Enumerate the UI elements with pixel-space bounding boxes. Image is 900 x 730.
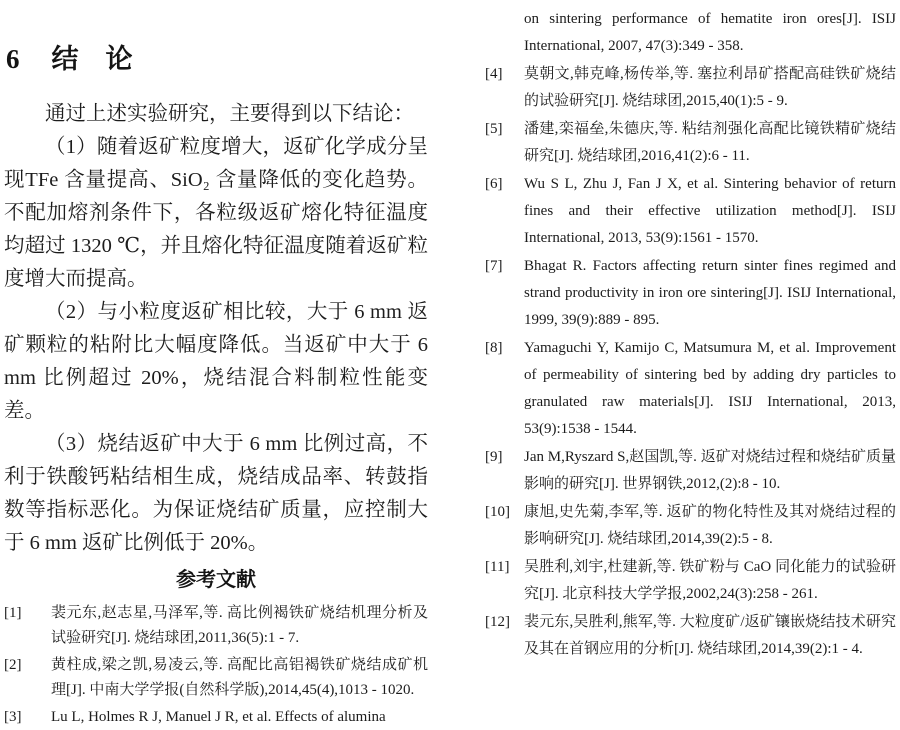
reference-number: [1] — [4, 605, 22, 621]
reference-item — [485, 609, 896, 663]
reference-number: [2] — [4, 657, 22, 673]
reference-item — [485, 499, 896, 553]
reference-continuation-indent — [485, 6, 524, 60]
reference-item — [485, 61, 896, 115]
section-number: 6 — [6, 44, 20, 74]
reference-item — [4, 601, 428, 651]
reference-text: Jan M,Ryszard S,赵国凯,等. 返矿对烧结过程和烧结矿质量影响的研究[J]. 世界钢铁,2012,(2):8 - 10. — [524, 449, 896, 492]
reference-text: on sintering performance of hematite iron ores[J]. ISIJ International, 2007, 47(3):349 - 358. — [524, 11, 896, 54]
left-column — [0, 0, 452, 725]
reference-text: Bhagat R. Factors affecting return sinter fines regimed and strand productivity in iron ore sintering[J]. ISIJ International, 1999, 39(9):889 - 895. — [524, 258, 896, 328]
conclusion-point-3-paragraph: （3）烧结返矿中大于 6 mm 比例过高，不利于铁酸钙粘结相生成，烧结成品率、转鼓指数等指标恶化。为保证烧结矿质量，应控制大于 6 mm 返矿比例低于 20%。 — [4, 433, 428, 554]
section-heading — [6, 42, 428, 76]
section-title: 结 论 — [51, 44, 133, 74]
reference-number: [12] — [485, 614, 510, 630]
reference-text: 潘建,栾福垒,朱德庆,等. 粘结剂强化高配比镜铁精矿烧结研究[J]. 烧结球团,2016,41(2):6 - 11. — [524, 121, 896, 164]
reference-item — [485, 444, 896, 498]
reference-number: [6] — [485, 176, 503, 192]
reference-text: 黄柱成,梁之凯,易凌云,等. 高配比高铝褐铁矿烧结成矿机理[J]. 中南大学学报(自然科学版),2014,45(4),1013 - 1020. — [51, 657, 428, 698]
reference-number: [11] — [485, 559, 510, 575]
conclusion-point-2-paragraph: （2）与小粒度返矿相比较，大于 6 mm 返矿颗粒的粘附比大幅度降低。当返矿中大于 6 mm 比例超过 20%，烧结混合料制粒性能变差。 — [4, 301, 428, 422]
reference-item — [485, 554, 896, 608]
reference-number: [7] — [485, 258, 503, 274]
reference-text: 康旭,史先菊,李军,等. 返矿的物化特性及其对烧结过程的影响研究[J]. 烧结球团,2014,39(2):5 - 8. — [524, 504, 896, 547]
reference-list-right — [485, 61, 896, 663]
reference-text: 吴胜利,刘宇,杜建新,等. 铁矿粉与 CaO 同化能力的试验研究[J]. 北京科技大学学报,2002,24(3):258 - 261. — [524, 559, 896, 602]
reference-list-left — [4, 601, 428, 730]
reference-number: [5] — [485, 121, 503, 137]
right-column — [452, 0, 900, 703]
reference-text: 莫朝文,韩克峰,杨传举,等. 塞拉利昂矿搭配高硅铁矿烧结的试验研究[J]. 烧结球团,2015,40(1):5 - 9. — [524, 66, 896, 109]
reference-number: [4] — [485, 66, 503, 82]
reference-number: [8] — [485, 340, 503, 356]
reference-number: [3] — [4, 709, 22, 725]
reference-number: [9] — [485, 449, 503, 465]
reference-text: Lu L, Holmes R J, Manuel J R, et al. Effects of alumina — [51, 709, 386, 725]
reference-item — [485, 171, 896, 252]
references-heading: 参考文献 — [176, 569, 256, 591]
reference-text: 裴元东,赵志星,马泽军,等. 高比例褐铁矿烧结机理分析及试验研究[J]. 烧结球团,2011,36(5):1 - 7. — [51, 605, 428, 646]
reference-item — [4, 705, 428, 730]
conclusion-intro-paragraph: 通过上述实验研究，主要得到以下结论： — [45, 103, 414, 125]
reference-text: Yamaguchi Y, Kamijo C, Matsumura M, et al. Improvement of permeability of sintering bed by adding dry particles to granulated raw materials[J]. ISIJ International, 2013, 53(9):1538 - 1544. — [524, 340, 896, 437]
reference-text: Wu S L, Zhu J, Fan J X, et al. Sintering behavior of return fines and their effective utilization method[J]. ISIJ International, 2013, 53(9):1561 - 1570. — [524, 176, 896, 246]
reference-item — [485, 253, 896, 334]
reference-text: 裴元东,吴胜利,熊军,等. 大粒度矿/返矿镶嵌烧结技术研究及其在首钢应用的分析[J]. 烧结球团,2014,39(2):1 - 4. — [524, 614, 896, 657]
conclusion-point-1-paragraph: （1）随着返矿粒度增大，返矿化学成分呈现TFe 含量提高、SiO₂ 含量降低的变化趋势。不配加熔剂条件下，各粒级返矿熔化特征温度均超过 1320 ℃，并且熔化特征温度随着返矿粒度增大而提高。 — [4, 136, 428, 290]
reference-item — [485, 335, 896, 443]
reference-item — [485, 116, 896, 170]
reference-number: [10] — [485, 504, 510, 520]
reference-continuation — [485, 6, 896, 60]
reference-item — [4, 653, 428, 703]
